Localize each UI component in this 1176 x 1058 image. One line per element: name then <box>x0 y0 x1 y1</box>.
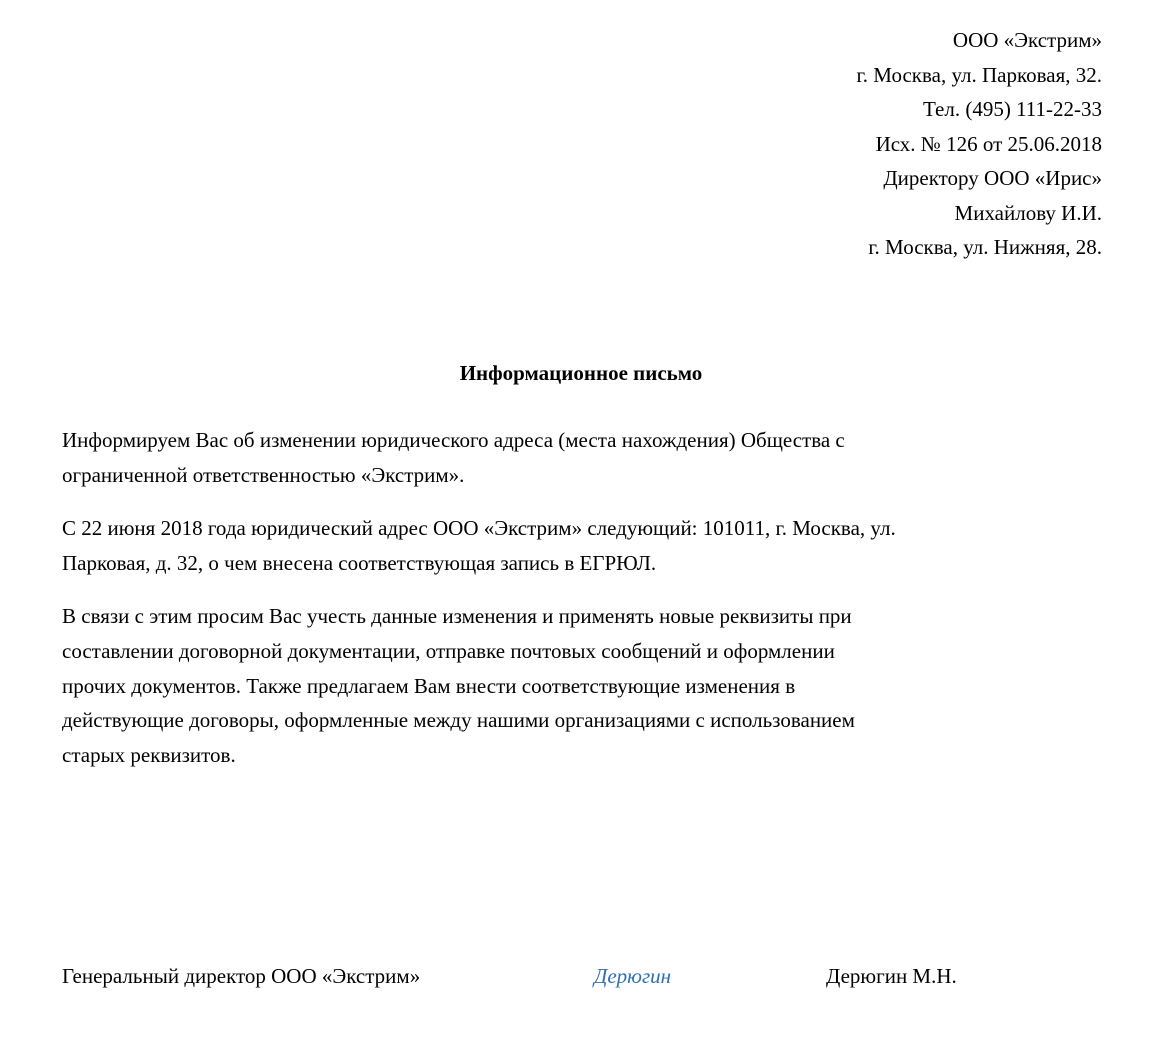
sender-address: г. Москва, ул. Парковая, 32. <box>856 62 1102 87</box>
document-title: Информационное письмо <box>459 361 703 385</box>
paragraph-line: С 22 июня 2018 года юридический адрес ООО «Экстрим» следующий: 101011, г. Москва, ул. <box>62 516 896 541</box>
paragraph-request <box>62 599 1122 772</box>
paragraph-line: ограниченной ответственностью «Экстрим». <box>62 462 465 487</box>
outgoing-number: Исх. № 126 от 25.06.2018 <box>875 131 1102 156</box>
signatory-position: Генеральный директор ООО «Экстрим» <box>62 964 421 988</box>
signature-row <box>62 958 1122 994</box>
paragraph-line: прочих документов. Также предлагаем Вам внести соответствующие изменения в <box>62 673 796 698</box>
paragraph-new-address <box>62 511 1122 580</box>
paragraph-line: В связи с этим просим Вас учесть данные изменения и применять новые реквизиты при <box>62 604 852 629</box>
sender-phone: Тел. (495) 111-22-33 <box>923 97 1102 121</box>
handwritten-signature: Дерюгин <box>594 964 672 988</box>
paragraph-line: Информируем Вас об изменении юридического адреса (места нахождения) Общества с <box>62 428 845 452</box>
letter-body <box>62 423 1122 791</box>
paragraph-line: старых реквизитов. <box>62 742 236 767</box>
recipient-name: Михайлову И.И. <box>954 200 1102 225</box>
paragraph-address-change <box>62 423 1122 492</box>
paragraph-line: составлении договорной документации, отправке почтовых сообщений и оформлении <box>62 638 835 663</box>
sender-company: ООО «Экстрим» <box>952 28 1102 52</box>
recipient-address: г. Москва, ул. Нижняя, 28. <box>868 235 1102 259</box>
paragraph-line: Парковая, д. 32, о чем внесена соответствующая запись в ЕГРЮЛ. <box>62 550 657 575</box>
recipient-position: Директору ООО «Ирис» <box>883 166 1102 190</box>
signatory-name: Дерюгин М.Н. <box>826 964 957 988</box>
paragraph-line: действующие договоры, оформленные между нашими организациями с использованием <box>62 708 855 733</box>
letterhead-block <box>402 23 1102 265</box>
